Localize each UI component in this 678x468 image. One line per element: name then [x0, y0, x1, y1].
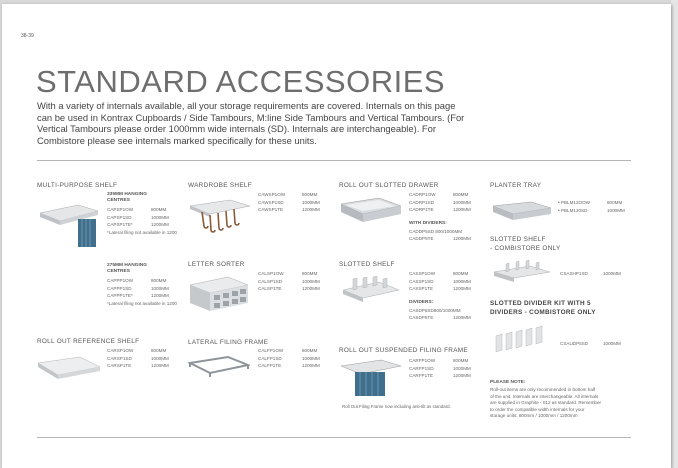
planter-tray-image: [491, 200, 553, 224]
divider-kit-code: CSAUDP5SD: [560, 341, 589, 346]
planter-heading: PLANTER TRAY: [490, 182, 542, 189]
slotted-shelf-dividers-size2: 1200MM: [453, 315, 471, 320]
lateral-filing-codes: CALFP1OW CALFP1SD CALFP1TE: [258, 348, 284, 368]
planter-codes: • PBLM12OOW • PBLM120SD: [558, 200, 590, 213]
suspended-filing-frame-image: [339, 358, 403, 398]
please-note-line: storage units: 800mm / 1000mm / 1200mm: [490, 413, 578, 418]
multi-purpose-group2-note: *Lateral filing not available in 1200: [107, 301, 177, 306]
slotted-shelf-dividers-code1: CASDP5SD800/1000MM: [409, 308, 461, 313]
lateral-filing-frame-image: [188, 355, 250, 383]
slotted-shelf-image: [341, 276, 401, 308]
letter-sorter-sizes: 800MM 1000MM 1200MM: [302, 271, 320, 291]
multi-purpose-shelf-image: [38, 201, 100, 249]
lateral-filing-heading: LATERAL FILING FRAME: [188, 339, 269, 346]
top-divider: [37, 160, 631, 161]
slotted-shelf-heading: SLOTTED SHELF: [339, 261, 395, 268]
please-note-line: are supplied in Graphite - 012 as standard. Remember: [490, 400, 602, 405]
please-note-title: PLEASE NOTE:: [490, 380, 526, 385]
planter-sizes: 800MM 1000MM: [607, 200, 625, 213]
slotted-shelf-dividers-title: DIVIDERS:: [409, 300, 434, 305]
suspended-filing-codes: CARFP1OW CARFP1SD CARFP1TE: [409, 358, 436, 378]
slotted-drawer-dividers-code1: CADDP5SD 800/1000MM: [409, 229, 463, 234]
letter-sorter-heading: LETTER SORTER: [188, 261, 245, 268]
slotted-drawer-dividers-size2: 1200MM: [453, 236, 471, 241]
suspended-filing-caption: Roll Out Filing Frame now including anti-tilt as standard.: [342, 404, 451, 409]
multi-purpose-group2-title: 275MM HANGING CENTRES: [107, 263, 147, 274]
suspended-filing-heading: ROLL OUT SUSPENDED FILING FRAME: [339, 347, 468, 354]
multi-purpose-group2-sizes: 800MM 1000MM 1200MM: [151, 278, 169, 298]
slotted-combi-shelf-image: [492, 260, 552, 288]
divider-kit-heading-2: DIVIDERS - COMBISTORE ONLY: [490, 309, 596, 316]
divider-kit-heading-1: SLOTTED DIVIDER KIT WITH 5: [490, 300, 591, 307]
slotted-combi-size: 1000MM: [603, 271, 621, 276]
intro-paragraph: With a variety of internals available, all your storage requirements are covered. Internals on this page can be used in Kontrax Cupboards / Side Tambours, M:line Side Tambours and Vertical Tambours. (For Vertical Tambours please order 1000mm wide internals (SD). Internals are interchangeable). For Combistore please see internals marked specifically for these units.: [37, 100, 465, 147]
multi-purpose-group2-codes: CAPPP1OW CAPPP1SD CAPPP1TE*: [107, 278, 134, 298]
lateral-filing-sizes: 800MM 1000MM 1200MM: [302, 348, 320, 368]
wardrobe-codes: CAWSP1OW CAWSP1SD CAWSP1TE: [258, 192, 286, 212]
divider-kit-image: [494, 322, 552, 352]
slotted-drawer-heading: ROLL OUT SLOTTED DRAWER: [339, 182, 439, 189]
multi-purpose-group1-title: 335MM HANGING CENTRES: [107, 192, 147, 203]
roll-out-reference-heading: ROLL OUT REFERENCE SHELF: [37, 338, 140, 345]
scrollbar[interactable]: [671, 0, 678, 468]
please-note-line: of the unit. Internals are interchangeable. All internals: [490, 393, 599, 399]
wardrobe-shelf-image: [188, 198, 252, 238]
bottom-divider: [37, 437, 631, 438]
slotted-combi-heading-1: SLOTTED SHELF: [490, 236, 546, 243]
roll-out-reference-sizes: 800MM 1000MM 1200MM: [151, 348, 169, 368]
letter-sorter-codes: CALSP1OW CALSP1SD CALSP1TE: [258, 271, 284, 291]
multi-purpose-heading: MULTI-PURPOSE SHELF: [37, 182, 118, 189]
slotted-drawer-dividers-title: WITH DIVIDERS:: [409, 221, 447, 226]
roll-out-reference-codes: CARSP1OW CARSP1SD CARSP1TE: [107, 348, 134, 368]
multi-purpose-group1-sizes: 800MM 1000MM 1200MM: [151, 207, 169, 227]
wardrobe-heading: WARDROBE SHELF: [188, 182, 252, 189]
letter-sorter-image: [188, 275, 250, 313]
slotted-drawer-image: [339, 196, 403, 226]
page-number: 38-39: [21, 33, 34, 39]
slotted-shelf-codes: CASSP1OW CASSP1SD CASSP1TE: [409, 271, 436, 291]
slotted-combi-code: CSASHP1SD: [560, 271, 588, 276]
please-note-line: to order the compatible width internals for your: [490, 406, 585, 412]
multi-purpose-group1-codes: CAPSP1OW CAPSP1SD CAPSP1TE*: [107, 207, 134, 227]
slotted-shelf-sizes: 800MM 1000MM 1200MM: [453, 271, 471, 291]
slotted-drawer-sizes: 800MM 1000MM 1200MM: [453, 192, 471, 212]
page-title: STANDARD ACCESSORIES: [36, 64, 446, 99]
please-note-text: [490, 387, 630, 420]
slotted-drawer-codes: CADRP1OW CADRP1SD CADRP1TE: [409, 192, 436, 212]
roll-out-reference-shelf-image: [36, 355, 102, 383]
multi-purpose-group1-note: *Lateral filing not available in 1200: [107, 230, 177, 235]
wardrobe-sizes: 800MM 1000MM 1200MM: [302, 192, 320, 212]
please-note-line: Roll-out items are only recommended in bottom half: [490, 387, 596, 392]
slotted-drawer-dividers-code2: CADDP5TE: [409, 236, 434, 241]
slotted-combi-heading-2: - COMBISTORE ONLY: [490, 245, 561, 252]
suspended-filing-sizes: 800MM 1000MM 1200MM: [453, 358, 471, 378]
divider-kit-size: 1000MM: [603, 341, 621, 346]
slotted-shelf-dividers-code2: CASDP5TE: [409, 315, 434, 320]
